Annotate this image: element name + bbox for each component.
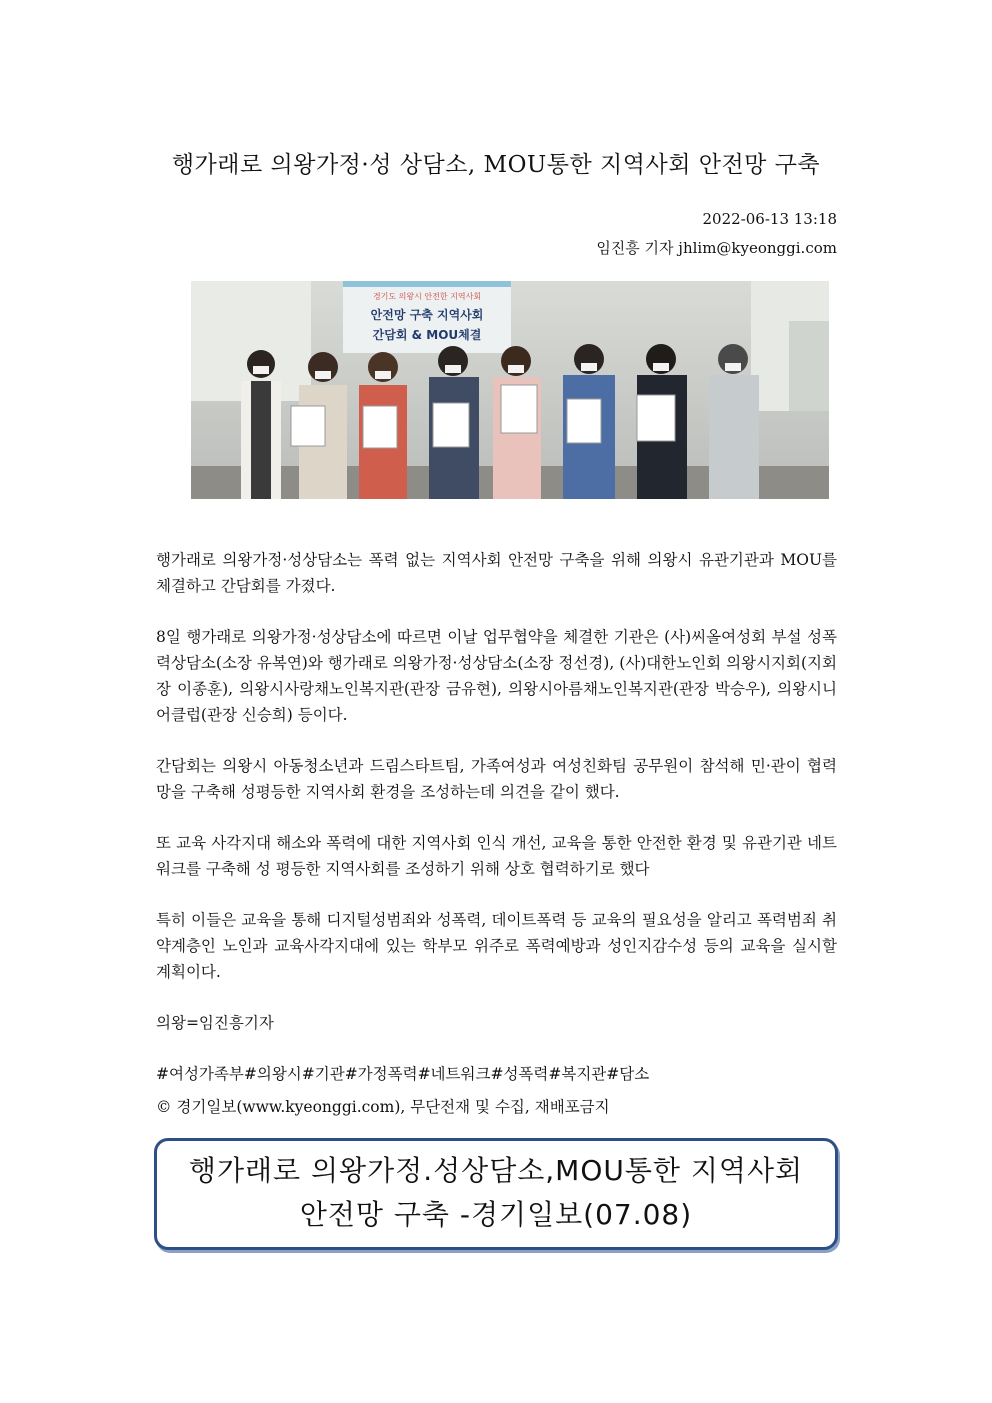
- event-banner: [343, 281, 511, 353]
- article-tags: #여성가족부#의왕시#기관#가정폭력#네트워크#성폭력#복지관#담소: [156, 1065, 650, 1083]
- article-paragraph: 간담회는 의왕시 아동청소년과 드림스타트팀, 가족여성과 여성친화팀 공무원이 참석해 민·관이 협력망을 구축해 성평등한 지역사회 환경을 조성하는데 의견을 같이 했다.: [156, 757, 837, 801]
- article-paragraph: 또 교육 사각지대 해소와 폭력에 대한 지역사회 인식 개선, 교육을 통한 안전한 환경 및 유관기관 네트워크를 구축해 성 평등한 지역사회를 조성하기 위해 상호 협력하기로 했다: [156, 834, 837, 878]
- article-paragraph: 특히 이들은 교육을 통해 디지털성범죄와 성폭력, 데이트폭력 등 교육의 필요성을 알리고 폭력범죄 취약계층인 노인과 교육사각지대에 있는 학부모 위주로 폭력예방과 성인지감수성 등의 교육을 실시할 계획이다.: [156, 911, 837, 981]
- summary-banner: [154, 1138, 838, 1250]
- article-paragraph: 행가래로 의왕가정·성상담소는 폭력 없는 지역사회 안전망 구축을 위해 의왕시 유관기관과 MOU를 체결하고 간담회를 가졌다.: [156, 551, 837, 595]
- article-title: 행가래로 의왕가정·성 상담소, MOU통한 지역사회 안전망 구축: [171, 152, 821, 178]
- article-datetime: 2022-06-13 13:18: [702, 210, 837, 228]
- summary-banner-line-2: 안전망 구축 -경기일보(07.08): [299, 1198, 693, 1231]
- article-paragraph: 8일 행가래로 의왕가정·성상담소에 따르면 이날 업무협약을 체결한 기관은 (사)씨올여성회 부설 성폭력상담소(소장 유복연)와 행가래로 의왕가정·성상담소(소장 정선경), (사)대한노인회 의왕시지회(지회장 이종훈), 의왕시사랑채노인복지관(관장 금유현), 의왕시아름채노인복지관(관장 박승우), 의왕시니어클럽(관장 신승희) 등이다.: [156, 628, 837, 724]
- banner-text-2: 안전망 구축 지역사회: [370, 308, 484, 322]
- article-copyright: © 경기일보(www.kyeonggi.com), 무단전재 및 수집, 재배포금지: [156, 1098, 610, 1116]
- article-body: [156, 547, 837, 1120]
- article-signoff: 의왕=임진흥기자: [156, 1014, 274, 1032]
- banner-text-1: 경기도 의왕시 안전한 지역사회: [372, 292, 482, 301]
- summary-banner-line-1: 행가래로 의왕가정.성상담소,MOU통한 지역사회: [188, 1154, 804, 1187]
- banner-text-3: 간담회 & MOU체결: [372, 328, 482, 342]
- article-byline: 임진흥 기자 jhlim@kyeonggi.com: [596, 239, 837, 257]
- article-photo: [191, 281, 829, 499]
- group-photo-illustration: [191, 281, 829, 499]
